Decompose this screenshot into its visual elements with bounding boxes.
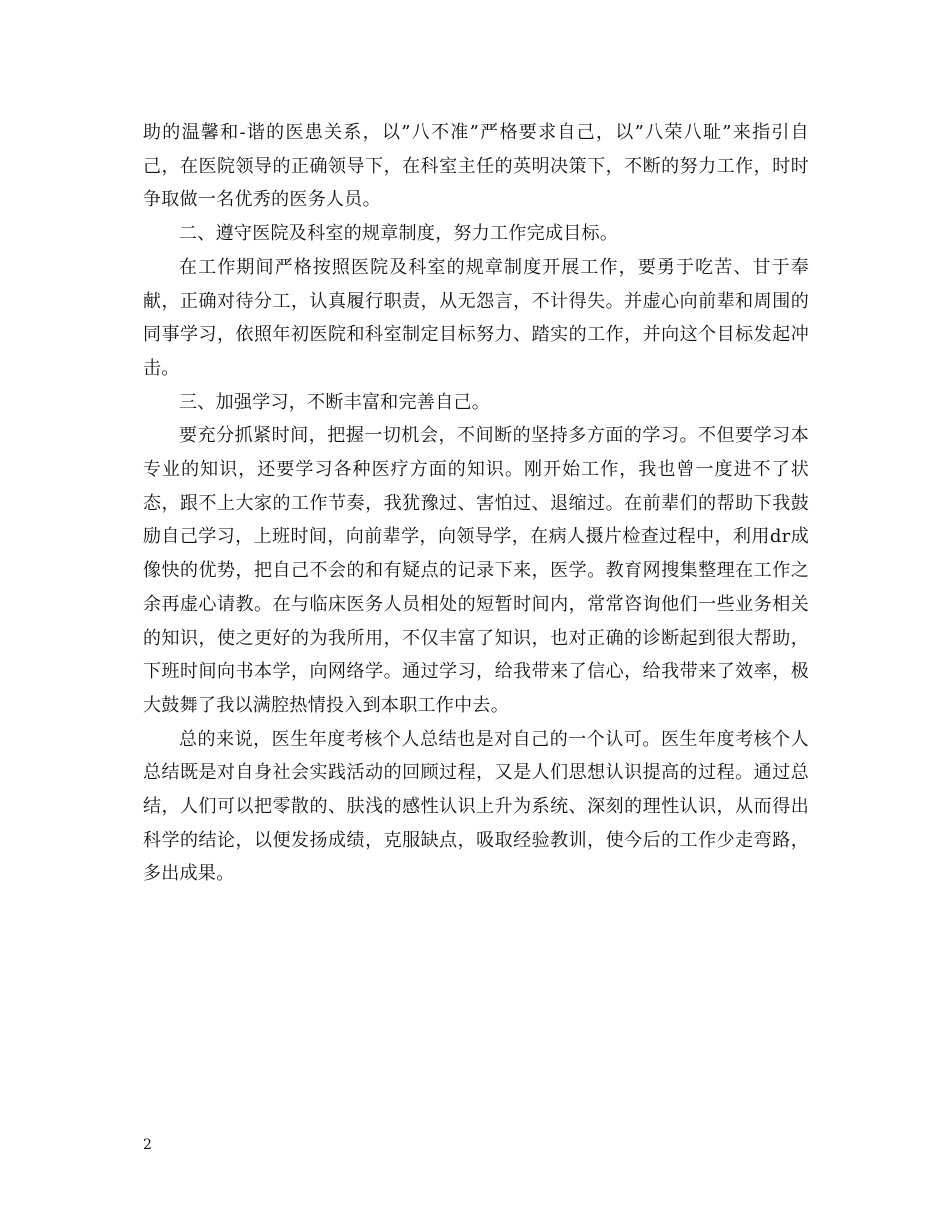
paragraph-learning: 要充分抓紧时间，把握一切机会，不间断的坚持多方面的学习。不但要学习本专业的知识，还要学习各种医疗方面的知识。刚开始工作，我也曾一度进不了状态，跟不上大家的工作节奏，我犹豫过、害怕过、退缩过。在前辈们的帮助下我鼓励自己学习，上班时间，向前辈学，向领导学，在病人摄片检查过程中，利用dr成像快的优势，把自己不会的和有疑点的记录下来，医学。教育网搜集整理在工作之余再虚心请教。在与临床医务人员相处的短暂时间内，常常咨询他们一些业务相关的知识，使之更好的为我所用，不仅丰富了知识，也对正确的诊断起到很大帮助，下班时间向书本学，向网络学。通过学习，给我带来了信心，给我带来了效率，极大鼓舞了我以满腔热情投入到本职工作中去。 [143,425,809,716]
paragraph-rules: 在工作期间严格按照医院及科室的规章制度开展工作，要勇于吃苦、甘于奉献，正确对待分工，认真履行职责，从无怨言，不计得失。并虚心向前辈和周围的同事学习，依照年初医院和科室制定目标努力、踏实的工作，并向这个目标发起冲击。 [143,256,809,379]
section-heading-2: 二、遵守医院及科室的规章制度，努力工作完成目标。 [179,223,619,245]
document-body [143,116,809,891]
section-heading-3: 三、加强学习，不断丰富和完善自己。 [179,391,491,413]
paragraph-summary: 总的来说，医生年度考核个人总结也是对自己的一个认可。医生年度考核个人总结既是对自身社会实践活动的回顾过程，又是人们思想认识提高的过程。通过总结，人们可以把零散的、肤浅的感性认识上升为系统、深刻的理性认识，从而得出科学的结论，以便发扬成绩，克服缺点，吸取经验教训，使今后的工作少走弯路，多出成果。 [143,728,809,885]
page-number: 2 [143,1137,152,1153]
paragraph-continuation: 助的温馨和-谐的医患关系，以”八不准”严格要求自己，以”八荣八耻”来指引自己，在医院领导的正确领导下，在科室主任的英明决策下，不断的努力工作，时时争取做一名优秀的医务人员。 [143,122,809,211]
